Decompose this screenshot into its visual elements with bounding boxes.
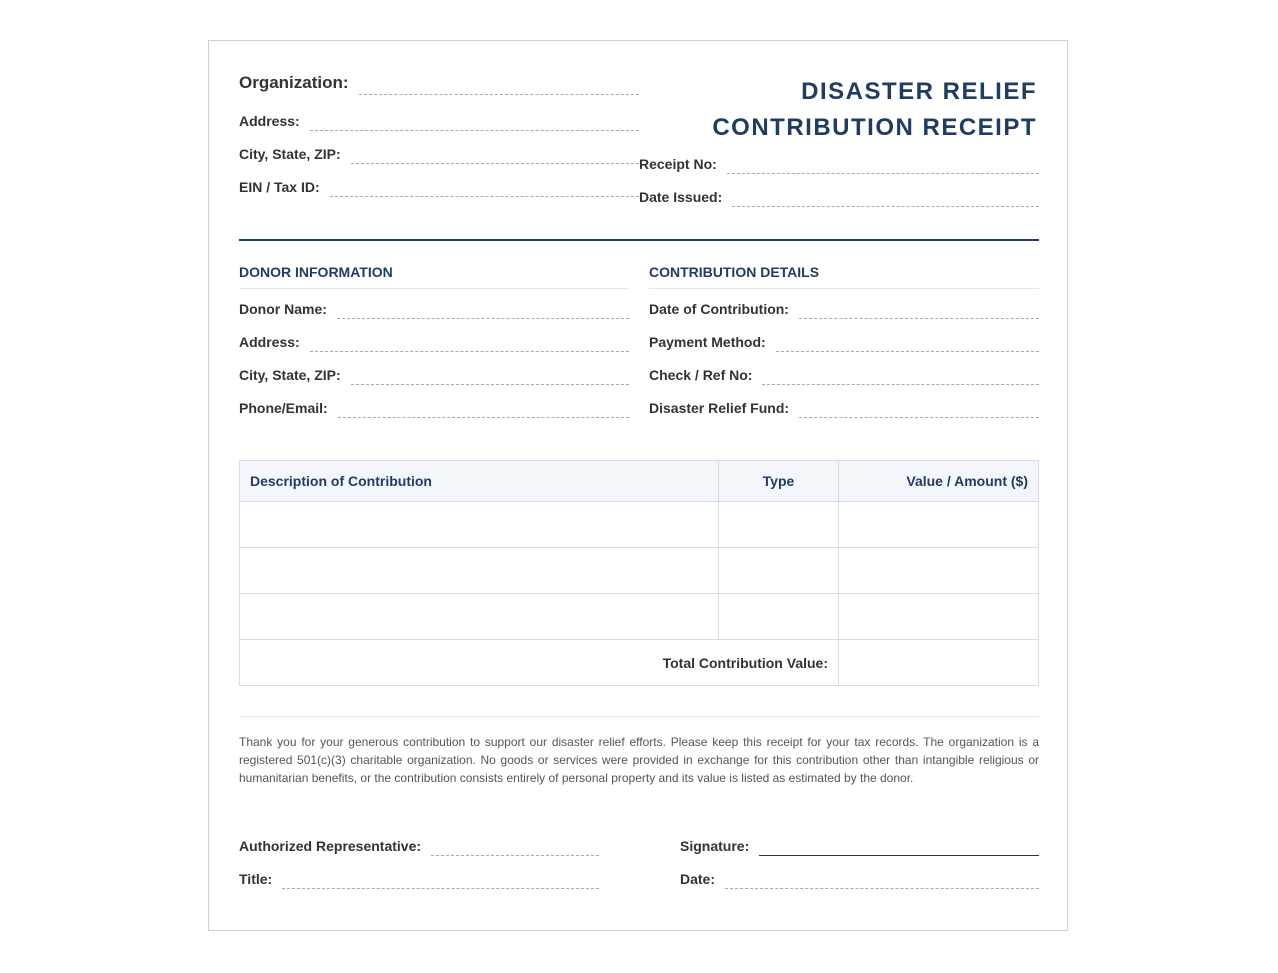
donor-address-label: Address: [239,334,300,350]
receipt-page [208,40,1068,931]
donor-city-label: City, State, ZIP: [239,367,341,383]
org-ein-row [239,179,639,195]
contribution-table [239,460,1039,686]
donor-name-field[interactable] [337,318,629,319]
type-cell[interactable] [719,502,839,548]
organization-row [239,73,639,93]
donor-name-row [239,301,629,317]
header-divider [239,239,1039,241]
org-address-field[interactable] [310,130,639,131]
payment-method-label: Payment Method: [649,334,766,350]
org-city-label: City, State, ZIP: [239,146,341,162]
title-line-1: DISASTER RELIEF [801,78,1037,105]
representative-row [239,838,599,854]
donor-city-row [239,367,629,383]
receipt-no-row [639,156,1039,172]
donor-phone-field[interactable] [338,417,629,418]
signature-line[interactable] [759,855,1039,856]
sign-date-label: Date: [680,871,716,887]
donor-address-row [239,334,629,350]
description-cell[interactable] [240,594,719,640]
relief-fund-label: Disaster Relief Fund: [649,400,790,416]
donor-phone-row [239,400,629,416]
title-line-2: CONTRIBUTION RECEIPT [712,114,1037,141]
ein-field[interactable] [330,196,639,197]
organization-field[interactable] [359,94,639,95]
receipt-no-label: Receipt No: [639,156,717,172]
org-address-label: Address: [239,113,300,129]
check-ref-row [649,367,1039,383]
donor-phone-label: Phone/Email: [239,400,328,416]
payment-method-row [649,334,1039,350]
total-value-cell[interactable] [839,640,1039,686]
value-cell[interactable] [839,594,1039,640]
table-row [240,548,1039,594]
description-cell[interactable] [240,548,719,594]
donor-address-field[interactable] [310,351,629,352]
date-issued-row [639,189,1039,205]
contribution-date-field[interactable] [799,318,1039,319]
column-header-type: Type [719,461,839,502]
total-row [240,640,1039,686]
total-label: Total Contribution Value: [240,640,839,686]
representative-label: Authorized Representative: [239,838,422,854]
org-address-row [239,113,639,129]
column-header-description: Description of Contribution [240,461,719,502]
description-cell[interactable] [240,502,719,548]
ein-label: EIN / Tax ID: [239,179,320,195]
date-issued-label: Date Issued: [639,189,723,205]
organization-label: Organization: [239,73,349,92]
rep-title-field[interactable] [282,888,599,889]
type-cell[interactable] [719,594,839,640]
check-ref-label: Check / Ref No: [649,367,753,383]
donor-city-field[interactable] [351,384,629,385]
signature-label: Signature: [680,838,750,854]
table-row [240,502,1039,548]
contribution-date-row [649,301,1039,317]
tax-note: Thank you for your generous contribution to support our disaster relief efforts. Please keep this receipt for your tax records. The organization is a registered 501(c)(3) charitable organization. No goods or services were provided in exchange for this contribution other than intangible religious or humanitarian benefits, or the contribution consists entirely of personal property and its value is listed as estimated by the donor. [239,716,1039,787]
document-title [712,74,1037,146]
sign-date-row [680,871,1039,887]
receipt-no-field[interactable] [727,173,1039,174]
table-row [240,594,1039,640]
org-city-row [239,146,639,162]
representative-field[interactable] [431,855,599,856]
rep-title-label: Title: [239,871,273,887]
date-issued-field[interactable] [732,206,1039,207]
check-ref-field[interactable] [762,384,1039,385]
contribution-section-heading: CONTRIBUTION DETAILS [649,264,1039,289]
value-cell[interactable] [839,548,1039,594]
payment-method-field[interactable] [776,351,1039,352]
donor-section-heading: DONOR INFORMATION [239,264,629,289]
column-header-value: Value / Amount ($) [839,461,1039,502]
relief-fund-field[interactable] [799,417,1039,418]
sign-date-field[interactable] [725,888,1039,889]
signature-row [680,838,1039,854]
org-city-field[interactable] [351,163,639,164]
value-cell[interactable] [839,502,1039,548]
relief-fund-row [649,400,1039,416]
table-header-row [240,461,1039,502]
type-cell[interactable] [719,548,839,594]
contribution-date-label: Date of Contribution: [649,301,789,317]
rep-title-row [239,871,599,887]
donor-name-label: Donor Name: [239,301,327,317]
